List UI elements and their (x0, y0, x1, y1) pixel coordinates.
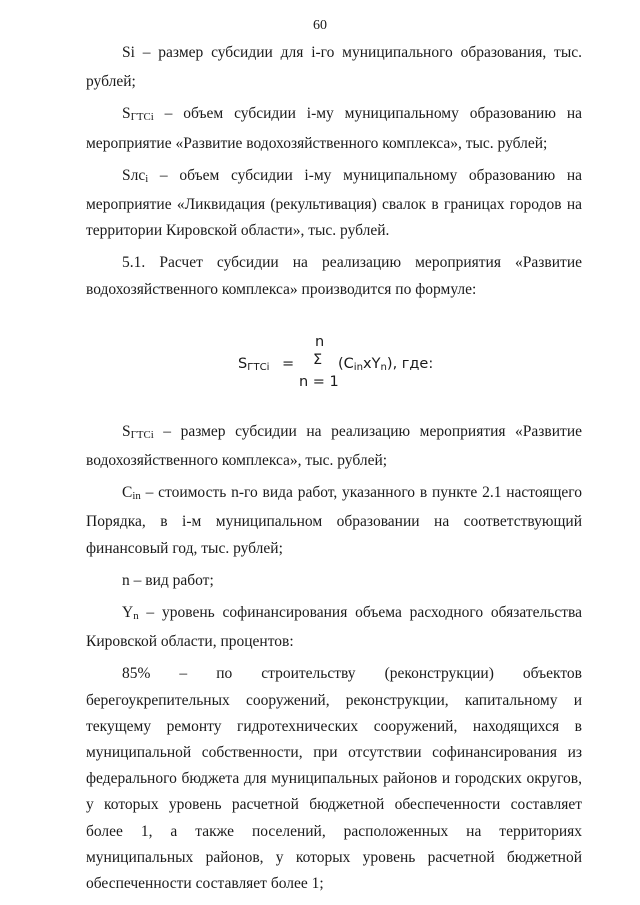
definition-cin (86, 480, 582, 562)
definition-sgtci-2 (86, 419, 582, 474)
definition-slci (86, 163, 582, 245)
definition-text: – вид работ; (129, 571, 214, 589)
definition-symbol: Si (122, 44, 135, 61)
definition-sgtci (86, 101, 582, 156)
section-5-1: 5.1. Расчет субсидии на реализацию мероприятия «Развитие водохозяйственного комплекса» производится по формуле: (86, 254, 582, 298)
definition-subscript: in (132, 490, 141, 503)
formula-upper-limit: n (315, 333, 325, 350)
formula-sigma: Σ (313, 351, 323, 368)
definition-text: – объем субсидии i-му муниципальному образованию на мероприятие «Развитие водохозяйственного комплекса», тыс. рублей; (86, 105, 582, 152)
rate-paragraph: 85% – по строительству (реконструкции) объектов берегоукрепительных сооружений, реконструкции, капитальному и текущему ремонту гидротехнических сооружений, находящихся в муниципальной собственности, при отсутствии софинансирования из федерального бюджета для муниципальных районов и городских округов, у которых уровень расчетной бюджетной обеспеченности составляет более 1, а также поселений, расположенных на территориях муниципальных районов, у которых уровень расчетной бюджетной обеспеченности составляет более 1; (86, 665, 582, 893)
definition-si (86, 40, 582, 95)
formula-equals: = (282, 355, 295, 372)
formula-lower-limit: n = 1 (299, 373, 339, 390)
definition-symbol: Sлс (122, 166, 146, 184)
definition-text: – размер субсидии на реализацию мероприятия «Развитие водохозяйственного комплекса», тыс. рублей; (86, 422, 582, 470)
definition-symbol: S (122, 422, 131, 440)
definition-n (86, 568, 582, 594)
definition-subscript: i (145, 172, 149, 185)
definition-text: – уровень софинансирования объема расходного обязательства Кировской области, процентов: (86, 604, 582, 651)
formula (86, 313, 582, 403)
definition-text: – объем субсидии i-му муниципальному образованию на мероприятие «Ликвидация (рекультивация) свалок в границах городов на территории Кировской области», тыс. рублей. (86, 166, 582, 240)
definition-symbol: S (122, 105, 131, 123)
definition-subscript: ГТCi (130, 111, 154, 124)
document-body (86, 40, 582, 897)
definition-text: – стоимость n-го вида работ, указанного в пункте 2.1 настоящего Порядка, в i-м муниципальном образовании на соответствующий финансовый год, тыс. рублей; (86, 484, 582, 557)
definition-symbol: n (122, 571, 130, 589)
definition-yn (86, 600, 582, 655)
definition-symbol: C (122, 484, 133, 502)
definition-subscript: ГТCi (130, 428, 154, 441)
definition-symbol: Y (122, 604, 134, 622)
definition-subscript: n (133, 610, 139, 623)
formula-term: $(C_{in}xY_n)$, где: (338, 355, 434, 373)
page-number: 60 (313, 18, 327, 33)
formula-lhs: $S_{ГТCi}$ (238, 355, 270, 373)
definition-text: – размер субсидии для i-го муниципального образования, тыс. рублей; (86, 44, 582, 91)
